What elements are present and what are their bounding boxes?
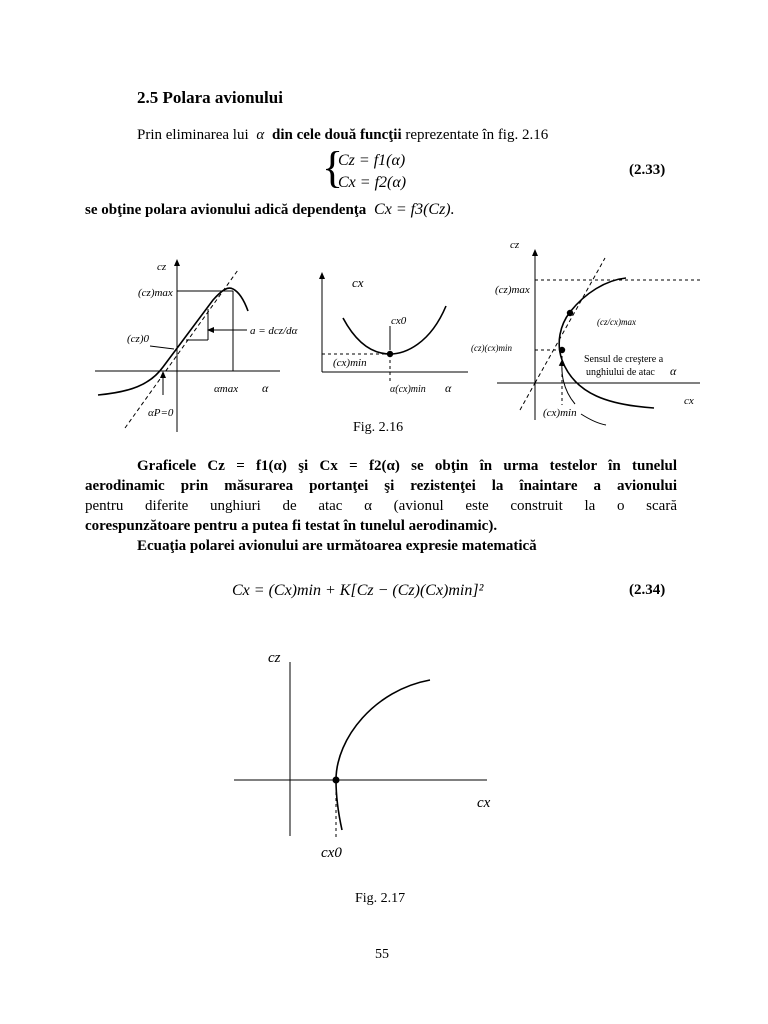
- middle-x-label: α: [445, 381, 452, 395]
- para2-line2: aerodinamic prin măsurarea portanţei şi rezistenţei la înaintare a avionului: [85, 478, 677, 494]
- fig217-y-label: cz: [268, 650, 281, 666]
- fig217-caption: Fig. 2.17: [355, 891, 406, 906]
- left-slope-label: a = dcz/dα: [250, 325, 298, 337]
- figure-2-16: [0, 232, 768, 442]
- left-y-label: cz: [157, 261, 167, 273]
- eq234-number: (2.34): [629, 582, 666, 598]
- fig216-middle-plot: [322, 275, 468, 395]
- right-note-line1: Sensul de creştere a: [584, 354, 664, 365]
- right-min-point: [559, 347, 565, 353]
- right-y-label: cz: [510, 239, 520, 251]
- left-cz0-label: (cz)0: [127, 333, 149, 345]
- intro-text-c: reprezentate în fig. 2.16: [405, 127, 549, 143]
- fig217-cx0-label: cx0: [321, 845, 342, 861]
- middle-cx-curve: [343, 306, 446, 354]
- left-alphamax-label: αmax: [214, 383, 239, 395]
- right-tangent-extension: [520, 383, 535, 410]
- left-x-label: α: [262, 381, 269, 395]
- right-direction-line: [581, 414, 606, 425]
- brace-symbol: {: [322, 143, 344, 192]
- right-ratio-label: (cz/cx)max: [597, 317, 636, 327]
- intro-text-a: Prin eliminarea lui: [137, 127, 249, 143]
- para2-line1: Graficele Cz = f1(α) şi Cx = f2(α) se obţin în urma testelor în tunelul: [137, 458, 677, 474]
- eq233-row1: Cz = f1(α): [338, 152, 406, 169]
- intro-line: [137, 125, 548, 145]
- right-note-line2: unghiului de atac: [586, 367, 655, 378]
- right-tangent-point: [567, 310, 573, 316]
- alpha-symbol: α: [256, 127, 265, 143]
- fig216-right-plot: [471, 239, 700, 425]
- paragraph-2: [85, 456, 677, 556]
- left-cz-curve: [98, 288, 248, 395]
- para2-line5: Ecuaţia polarei avionului are următoarea expresie matematică: [137, 538, 537, 554]
- eq233-row2: Cx = f2(α): [338, 174, 407, 191]
- polar-formula: Cx = f3(Cz).: [374, 201, 455, 218]
- figure-2-17: [0, 630, 768, 870]
- left-alphap0-label: αP=0: [148, 407, 174, 419]
- eq233-number: (2.33): [629, 162, 666, 178]
- middle-y-label: cx: [352, 275, 364, 290]
- para2-line4: corespunzătoare pentru a putea fi testat în tunelul aerodinamic).: [85, 518, 498, 534]
- fig217-x-label: cx: [477, 795, 491, 811]
- middle-min-point: [387, 351, 393, 357]
- para2-line3: pentru diferite unghiuri de atac α (avionul este construit la o scară: [85, 498, 677, 514]
- right-x-label: cx: [684, 395, 694, 407]
- left-czmax-label: (cz)max: [138, 287, 173, 299]
- intro-text-b: din cele două funcţii: [272, 127, 402, 143]
- eq234-formula: Cx = (Cx)min + K[Cz − (Cz)(Cx)min]²: [232, 582, 484, 599]
- polar-sentence: [85, 200, 455, 220]
- middle-cxmin-label: (cx)min: [333, 357, 367, 369]
- section-heading: 2.5 Polara avionului: [137, 88, 283, 107]
- polar-sentence-text: se obţine polara avionului adică dependenţa: [85, 202, 367, 218]
- page-number: 55: [375, 947, 389, 962]
- fig216-left-plot: [95, 261, 298, 432]
- left-cz0-leader: [150, 346, 174, 349]
- fig217-polar-curve: [336, 680, 430, 830]
- right-cxmin-label: (cx)min: [543, 407, 577, 419]
- fig216-caption: Fig. 2.16: [353, 420, 404, 435]
- fig217-cx0-point: [333, 777, 340, 784]
- right-czmax-label: (cz)max: [495, 284, 530, 296]
- middle-cx0-label: cx0: [391, 315, 407, 327]
- right-polar-curve: [559, 278, 654, 408]
- right-alpha-label: α: [670, 364, 677, 378]
- middle-alpha-cxmin-label: α(cx)min: [390, 384, 426, 395]
- right-cz-cxmin-label: (cz)(cx)min: [471, 343, 512, 353]
